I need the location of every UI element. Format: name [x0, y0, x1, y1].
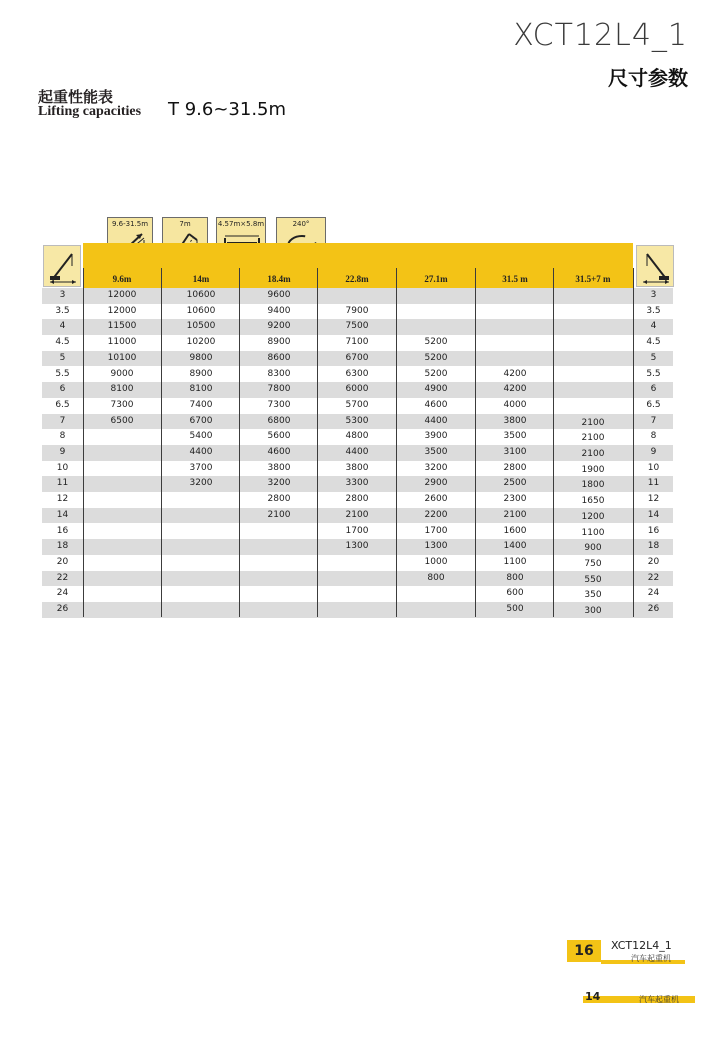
capacity-cell: 5200 — [424, 368, 448, 379]
capacity-cell — [476, 319, 554, 335]
model-title: XCT12L4_1 — [513, 18, 688, 53]
table-row — [42, 335, 673, 351]
capacity-cell — [318, 288, 396, 304]
table-row — [42, 429, 673, 445]
radius-cell-left: 4 — [59, 321, 66, 332]
capacity-cell: 6700 — [345, 352, 369, 363]
radius-header-left-icon — [43, 245, 81, 287]
capacity-cell: 3500 — [503, 431, 527, 442]
radius-cell-left: 12 — [56, 494, 69, 505]
capacity-cell: 2800 — [267, 494, 291, 505]
footer2-category: 汽车起重机 — [639, 995, 679, 1004]
capacity-cell: 2100 — [581, 417, 605, 428]
capacity-cell — [83, 555, 161, 571]
capacity-cell: 12000 — [107, 290, 137, 300]
radius-cell-right: 6.5 — [646, 399, 661, 410]
capacity-cell: 5700 — [345, 399, 369, 410]
capacity-cell: 3200 — [267, 478, 291, 489]
radius-cell-right: 9 — [650, 447, 657, 457]
capacity-cell: 8300 — [267, 368, 291, 379]
capacity-cell: 3700 — [189, 462, 213, 473]
radius-cell-right: 4.5 — [646, 337, 661, 348]
icon-caption: 240° — [292, 220, 310, 228]
capacity-cell: 6000 — [345, 384, 369, 395]
capacity-cell — [476, 335, 554, 351]
capacity-cell: 5200 — [424, 337, 448, 348]
capacity-cell — [318, 602, 396, 618]
capacity-cell — [240, 524, 318, 540]
capacity-cell: 1400 — [503, 541, 527, 552]
table-row — [42, 586, 673, 602]
capacity-cell: 1300 — [424, 541, 448, 552]
capacity-cell: 2500 — [503, 478, 527, 489]
capacity-cell: 9200 — [267, 321, 291, 332]
radius-cell-left: 8 — [59, 431, 66, 442]
radius-cell-left: 22 — [56, 572, 69, 583]
radius-cell-left: 6 — [59, 384, 66, 395]
capacity-cell: 2100 — [581, 449, 605, 459]
capacity-cell: 900 — [584, 543, 602, 554]
radius-cell-left: 5 — [59, 352, 66, 363]
capacity-cell: 1700 — [424, 525, 448, 536]
column-header: 31.5 m — [502, 274, 528, 284]
capacity-cell: 9600 — [267, 290, 291, 300]
column-divider — [396, 268, 397, 617]
capacity-cell — [240, 571, 318, 587]
radius-cell-right: 7 — [650, 415, 657, 426]
radius-cell-left: 3.5 — [55, 305, 70, 316]
capacity-cell — [83, 461, 161, 477]
capacity-cell — [83, 524, 161, 540]
table-row — [42, 508, 673, 524]
capacity-cell: 1600 — [503, 525, 527, 536]
footer-model: XCT12L4_1 — [611, 939, 672, 952]
column-header: 22.8m — [345, 274, 369, 284]
radius-cell-right: 18 — [647, 541, 660, 552]
capacity-cell — [476, 288, 554, 304]
table-row — [42, 461, 673, 477]
capacity-cell: 2800 — [503, 462, 527, 473]
capacity-cell: 4400 — [345, 447, 369, 457]
radius-cell-right: 26 — [647, 604, 660, 614]
radius-cell-left: 26 — [56, 604, 69, 614]
radius-cell-right: 10 — [647, 462, 660, 473]
capacity-cell — [83, 476, 161, 492]
radius-cell-right: 6 — [650, 384, 657, 395]
capacity-cell — [240, 602, 318, 618]
capacity-cell: 4400 — [424, 415, 448, 426]
radius-cell-left: 3 — [59, 290, 66, 300]
column-divider — [239, 268, 240, 617]
capacity-cell: 10600 — [186, 305, 216, 316]
column-divider — [317, 268, 318, 617]
capacity-cell: 6500 — [110, 415, 134, 426]
capacity-cell: 10200 — [186, 337, 216, 348]
radius-cell-left: 18 — [56, 541, 69, 552]
capacity-cell — [83, 602, 161, 618]
radius-cell-right: 4 — [650, 321, 657, 332]
column-header: 27.1m — [424, 274, 448, 284]
table-title-en: Lifting capacities — [38, 104, 142, 119]
capacity-cell: 6700 — [189, 415, 213, 426]
capacity-cell: 5600 — [267, 431, 291, 442]
capacity-cell: 4600 — [267, 447, 291, 457]
capacity-cell: 3800 — [267, 462, 291, 473]
capacity-cell: 8900 — [267, 337, 291, 348]
capacity-cell: 10500 — [186, 321, 216, 332]
icon-caption: 9.6-31.5m — [111, 220, 149, 228]
capacity-cell: 10100 — [107, 352, 137, 363]
radius-cell-right: 3.5 — [646, 305, 661, 316]
capacity-cell: 4900 — [424, 384, 448, 395]
capacity-cell — [397, 319, 475, 335]
capacity-cell — [162, 524, 240, 540]
capacity-cell — [83, 571, 161, 587]
radius-cell-left: 11 — [56, 478, 69, 489]
table-row — [42, 382, 673, 398]
radius-cell-left: 5.5 — [55, 368, 70, 379]
capacity-cell: 2200 — [424, 509, 448, 520]
capacity-cell: 2100 — [267, 509, 291, 520]
capacity-cell: 3800 — [345, 462, 369, 473]
table-row — [42, 288, 673, 304]
table-row — [42, 476, 673, 492]
capacity-cell: 1300 — [345, 541, 369, 552]
capacity-cell: 2800 — [345, 494, 369, 505]
capacity-cell: 7300 — [110, 399, 134, 410]
column-divider — [633, 268, 634, 617]
capacity-cell: 7800 — [267, 384, 291, 395]
capacity-cell: 5300 — [345, 415, 369, 426]
column-header: 9.6m — [112, 274, 132, 284]
capacity-cell: 4400 — [189, 447, 213, 457]
table-row — [42, 571, 673, 587]
radius-cell-right: 24 — [647, 588, 660, 599]
capacity-cell: 1100 — [503, 556, 527, 567]
column-header: 18.4m — [267, 274, 291, 284]
page-footer — [567, 936, 687, 966]
icon-caption: 4.57m×5.8m — [217, 220, 265, 228]
capacity-cell: 2100 — [581, 433, 605, 444]
capacity-cell — [83, 492, 161, 508]
capacity-cell: 7300 — [267, 399, 291, 410]
capacity-cell — [83, 586, 161, 602]
capacity-cell: 5400 — [189, 431, 213, 442]
column-divider — [83, 268, 84, 617]
capacity-cell: 3100 — [503, 447, 527, 457]
capacity-cell: 4600 — [424, 399, 448, 410]
capacity-cell — [476, 304, 554, 320]
capacity-cell: 8100 — [110, 384, 134, 395]
capacity-cell: 7100 — [345, 337, 369, 348]
capacity-cell: 1000 — [424, 556, 448, 567]
capacity-cell: 11000 — [107, 337, 137, 348]
radius-cell-left: 10 — [56, 462, 69, 473]
capacity-cell — [397, 602, 475, 618]
capacity-cell — [162, 539, 240, 555]
capacity-cell — [83, 445, 161, 461]
table-row — [42, 492, 673, 508]
capacity-cell — [162, 571, 240, 587]
radius-cell-right: 5 — [650, 352, 657, 363]
footer-category: 汽车起重机 — [631, 954, 671, 963]
radius-cell-right: 11 — [647, 478, 660, 489]
column-header: 14m — [192, 274, 210, 284]
table-row — [42, 304, 673, 320]
page-number: 16 — [567, 940, 601, 962]
capacity-cell: 3800 — [503, 415, 527, 426]
capacity-cell: 7500 — [345, 321, 369, 332]
table-row — [42, 414, 673, 430]
radius-cell-right: 14 — [647, 509, 660, 520]
capacity-cell: 4800 — [345, 431, 369, 442]
radius-cell-left: 6.5 — [55, 399, 70, 410]
capacity-cell — [476, 351, 554, 367]
radius-cell-right: 20 — [647, 556, 660, 567]
capacity-cell: 350 — [584, 590, 602, 601]
capacity-cell: 11500 — [107, 321, 137, 332]
capacity-cell: 800 — [506, 572, 524, 583]
capacity-cell: 3300 — [345, 478, 369, 489]
capacity-cell: 9400 — [267, 305, 291, 316]
radius-header-right-icon — [636, 245, 674, 287]
radius-cell-right: 3 — [650, 290, 657, 300]
column-divider — [161, 268, 162, 617]
capacity-cell: 1800 — [581, 480, 605, 491]
radius-cell-right: 8 — [650, 431, 657, 442]
capacity-cell: 3900 — [424, 431, 448, 442]
column-header: 31.5+7 m — [575, 274, 611, 284]
radius-cell-left: 14 — [56, 509, 69, 520]
capacity-cell — [240, 555, 318, 571]
table-row — [42, 602, 673, 618]
capacity-cell: 500 — [506, 604, 524, 614]
capacity-cell: 8100 — [189, 384, 213, 395]
capacity-cell: 1200 — [581, 511, 605, 522]
table-title-unit: T 9.6~31.5m — [168, 99, 287, 120]
capacity-cell: 550 — [584, 574, 602, 585]
table-row — [42, 539, 673, 555]
radius-cell-right: 12 — [647, 494, 660, 505]
capacity-cell: 750 — [584, 558, 602, 569]
table-row — [42, 555, 673, 571]
radius-cell-right: 16 — [647, 525, 660, 536]
column-divider — [475, 268, 476, 617]
capacity-cell — [397, 304, 475, 320]
capacity-cell: 3200 — [424, 462, 448, 473]
capacity-cell: 9800 — [189, 352, 213, 363]
capacity-cell: 2900 — [424, 478, 448, 489]
icon-caption: 7m — [179, 220, 191, 228]
table-row — [42, 398, 673, 414]
capacity-cell: 1100 — [581, 527, 605, 538]
capacity-cell: 12000 — [107, 305, 137, 316]
capacity-cell — [83, 429, 161, 445]
radius-cell-right: 5.5 — [646, 368, 661, 379]
radius-cell-left: 9 — [59, 447, 66, 457]
capacity-cell: 1650 — [581, 496, 605, 507]
capacity-cell: 3200 — [189, 478, 213, 489]
capacity-cell — [318, 586, 396, 602]
capacity-cell: 4200 — [503, 368, 527, 379]
capacity-cell: 4200 — [503, 384, 527, 395]
capacity-cell — [240, 586, 318, 602]
capacity-cell — [318, 571, 396, 587]
capacity-cell: 300 — [584, 606, 602, 616]
capacity-cell — [240, 539, 318, 555]
capacity-cell: 5200 — [424, 352, 448, 363]
table-title-cn: 起重性能表 — [38, 88, 114, 106]
capacity-cell — [397, 586, 475, 602]
capacity-cell: 2100 — [345, 509, 369, 520]
capacity-cell — [83, 508, 161, 524]
capacity-cell: 2100 — [503, 509, 527, 520]
radius-cell-left: 20 — [56, 556, 69, 567]
capacity-cell — [397, 288, 475, 304]
capacity-cell: 6300 — [345, 368, 369, 379]
capacity-cell: 4000 — [503, 399, 527, 410]
column-divider — [553, 268, 554, 617]
section-subtitle: 尺寸参数 — [608, 66, 688, 90]
capacity-cell: 7900 — [345, 305, 369, 316]
capacity-cell — [83, 539, 161, 555]
capacity-cell: 6800 — [267, 415, 291, 426]
capacity-cell: 7400 — [189, 399, 213, 410]
capacity-cell: 2600 — [424, 494, 448, 505]
capacity-cell — [162, 586, 240, 602]
radius-cell-left: 4.5 — [55, 337, 70, 348]
table-row — [42, 319, 673, 335]
table-row — [42, 524, 673, 540]
capacity-cell — [318, 555, 396, 571]
radius-cell-left: 16 — [56, 525, 69, 536]
radius-cell-left: 24 — [56, 588, 69, 599]
capacity-cell: 1900 — [581, 464, 605, 475]
capacity-cell: 10600 — [186, 290, 216, 300]
radius-cell-right: 22 — [647, 572, 660, 583]
table-row — [42, 351, 673, 367]
capacity-cell — [162, 492, 240, 508]
radius-cell-left: 7 — [59, 415, 66, 426]
capacity-cell: 600 — [506, 588, 524, 599]
capacity-cell — [162, 602, 240, 618]
table-row — [42, 445, 673, 461]
footer2-page-number: 14 — [585, 990, 601, 1003]
capacity-cell — [162, 555, 240, 571]
capacity-cell: 800 — [427, 572, 445, 583]
underlying-page-footer — [583, 990, 695, 1004]
capacity-cell — [162, 508, 240, 524]
capacity-cell: 3500 — [424, 447, 448, 457]
capacity-cell: 2300 — [503, 494, 527, 505]
capacity-cell: 9000 — [110, 368, 134, 379]
capacity-cell: 1700 — [345, 525, 369, 536]
capacity-cell: 8900 — [189, 368, 213, 379]
table-row — [42, 367, 673, 383]
capacity-cell: 8600 — [267, 352, 291, 363]
